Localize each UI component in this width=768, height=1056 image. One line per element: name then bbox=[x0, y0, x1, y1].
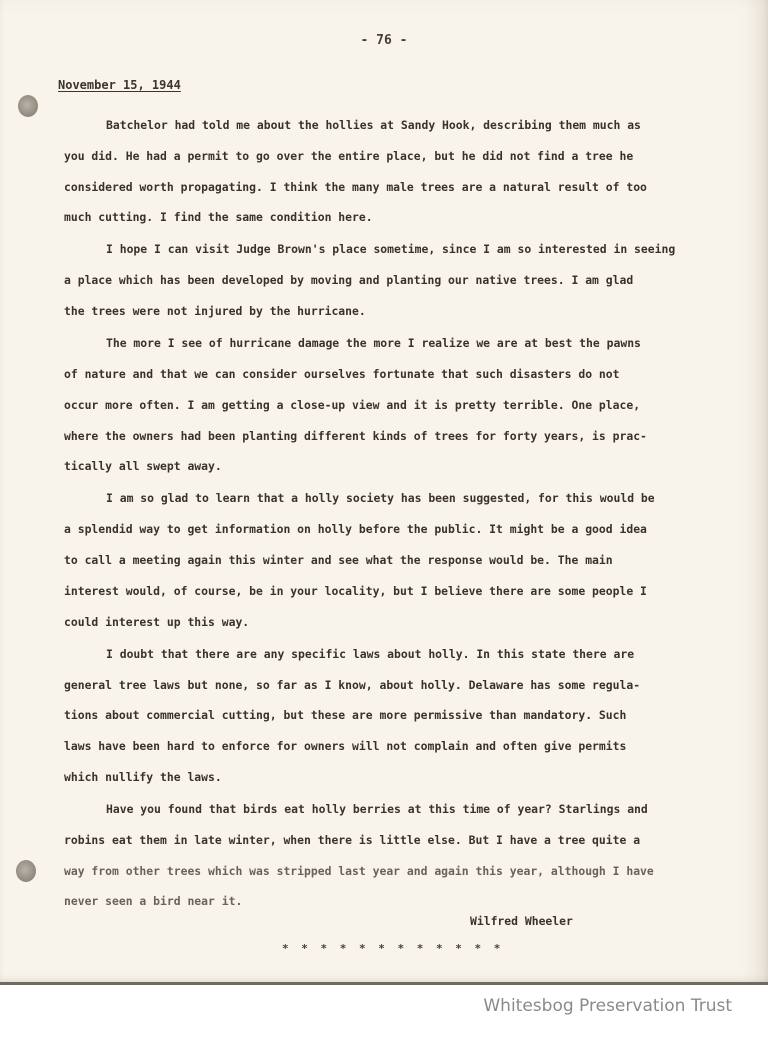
text-line: never seen a bird near it. bbox=[64, 894, 243, 909]
letter-date: November 15, 1944 bbox=[58, 78, 181, 92]
text-line: much cutting. I find the same condition here. bbox=[64, 210, 373, 225]
paragraph-6 bbox=[64, 794, 724, 917]
text-line: general tree laws but none, so far as I know, about holly. Delaware has some regula- bbox=[64, 677, 641, 692]
letter-body bbox=[64, 110, 724, 919]
text-line: to call a meeting again this winter and see what the response would be. The main bbox=[64, 553, 613, 568]
text-line: I hope I can visit Judge Brown's place sometime, since I am so interested in seeing bbox=[106, 242, 676, 257]
text-line: could interest up this way. bbox=[64, 614, 250, 629]
text-line: interest would, of course, be in your locality, but I believe there are some people I bbox=[64, 583, 647, 598]
text-line: of nature and that we can consider ourselves fortunate that such disasters do not bbox=[64, 366, 620, 381]
text-line: tically all swept away. bbox=[64, 459, 222, 474]
paragraph-5 bbox=[64, 639, 724, 793]
text-line: where the owners had been planting different kinds of trees for forty years, is prac- bbox=[64, 428, 647, 443]
text-line: Batchelor had told me about the hollies at Sandy Hook, describing them much as bbox=[106, 118, 641, 132]
paragraph-3 bbox=[64, 328, 724, 482]
text-line: Have you found that birds eat holly berries at this time of year? Starlings and bbox=[106, 802, 648, 817]
text-line: you did. He had a permit to go over the entire place, but he did not find a tree he bbox=[64, 148, 634, 163]
signature: Wilfred Wheeler bbox=[470, 914, 573, 928]
text-line: way from other trees which was stripped last year and again this year, although I have bbox=[64, 863, 654, 878]
paragraph-1 bbox=[64, 110, 724, 233]
text-line: the trees were not injured by the hurricane. bbox=[64, 304, 366, 319]
text-line: a place which has been developed by moving and planting our native trees. I am glad bbox=[64, 273, 634, 288]
page-number: - 76 - bbox=[360, 33, 408, 48]
separator-stars: * * * * * * * * * * * * bbox=[282, 942, 504, 955]
text-line: I doubt that there are any specific laws about holly. In this state there are bbox=[106, 646, 635, 661]
punch-hole-top bbox=[18, 95, 38, 117]
text-line: a splendid way to get information on holly before the public. It might be a good idea bbox=[64, 522, 647, 537]
text-line: I am so glad to learn that a holly society has been suggested, for this would be bbox=[106, 491, 655, 506]
punch-hole-bottom bbox=[16, 860, 36, 882]
paragraph-2 bbox=[64, 234, 724, 326]
text-line: occur more often. I am getting a close-up view and it is pretty terrible. One place, bbox=[64, 397, 641, 412]
text-line: considered worth propagating. I think the many male trees are a natural result of too bbox=[64, 179, 647, 194]
text-line: The more I see of hurricane damage the more I realize we are at best the pawns bbox=[106, 336, 641, 351]
paragraph-4 bbox=[64, 483, 724, 637]
text-line: laws have been hard to enforce for owners will not complain and often give permits bbox=[64, 739, 627, 754]
text-line: robins eat them in late winter, when there is little else. But I have a tree quite a bbox=[64, 832, 641, 847]
watermark-text: Whitesbog Preservation Trust bbox=[483, 996, 732, 1016]
text-line: which nullify the laws. bbox=[64, 769, 222, 784]
text-line: tions about commercial cutting, but these are more permissive than mandatory. Such bbox=[64, 708, 627, 723]
